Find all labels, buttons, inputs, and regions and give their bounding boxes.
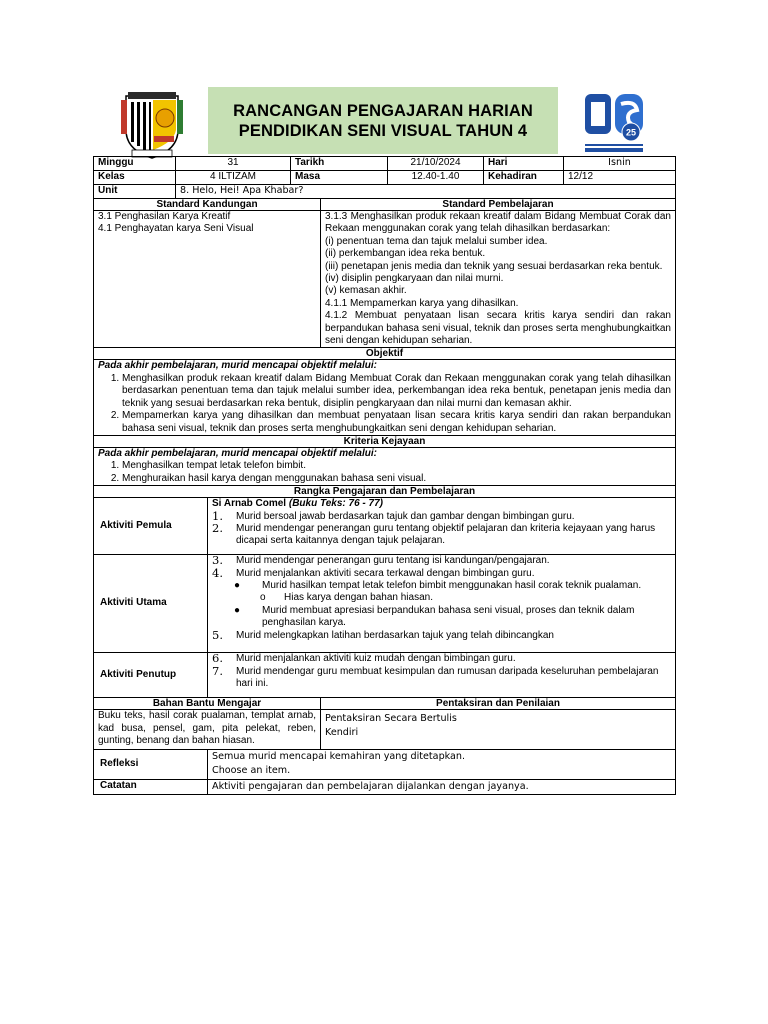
rangka-header: Rangka Pengajaran dan Pembelajaran [94, 486, 676, 498]
kriteria-intro: Pada akhir pembelajaran, murid mencapai objektif melalui: [98, 447, 377, 459]
unit-value[interactable]: 8. Helo, Hei! Apa Khabar? [176, 185, 676, 199]
pemula-title [212, 498, 671, 510]
title-line-2: PENDIDIKAN SENI VISUAL TAHUN 4 [238, 121, 528, 140]
standard-pembelajaran-header: Standard Pembelajaran [321, 199, 676, 211]
step-number: 7. [212, 663, 223, 678]
hari-label: Hari [484, 157, 564, 171]
bullet-dot-icon: ● [234, 604, 241, 616]
pembelajaran-item: (i) penentuan tema dan tajuk melalui sumber idea. [325, 235, 548, 247]
bullet-item [212, 580, 671, 592]
masa-label: Masa [291, 171, 388, 185]
step-item [212, 565, 671, 580]
kelas-value[interactable]: 4 ILTIZAM [176, 171, 291, 185]
kriteria-item: 2. Menghuraikan hasil karya dengan menggunakan bahasa seni visual. [122, 473, 671, 485]
kriteria-header: Kriteria Kejayaan [94, 435, 676, 447]
objektif-list [98, 373, 671, 435]
refleksi-label: Refleksi [94, 750, 208, 780]
refleksi-cell [208, 750, 676, 780]
bullet-text: Murid membuat apresiasi berpandukan bahasa seni visual, proses dan teknik dalam penghasilan karya. [262, 604, 635, 629]
refleksi-line[interactable]: Semua murid mencapai kemahiran yang ditetapkan. [212, 751, 466, 763]
title-box [208, 87, 558, 154]
kelas-label: Kelas [94, 171, 176, 185]
aktiviti-utama-label: Aktiviti Utama [94, 555, 208, 653]
aktiviti-penutup-label: Aktiviti Penutup [94, 653, 208, 698]
standard-pembelajaran-cell [321, 211, 676, 348]
bahan-cell: Buku teks, hasil corak pualaman, templat arnab, kad busa, pensel, gam, pita pelekat, reben, gunting, benang dan bahan hiasan. [94, 710, 321, 750]
logo-number-text: 25 [625, 127, 637, 138]
step-number: 4. [212, 565, 223, 580]
step-item [212, 508, 671, 523]
step-text: Murid bersoal jawab berdasarkan tajuk dan gambar dengan bimbingan guru. [236, 510, 575, 522]
step-item [212, 555, 671, 567]
step-text: Murid menjalankan aktiviti secara terkawal dengan bimbingan guru. [236, 567, 535, 579]
lesson-plan-table [93, 156, 676, 795]
pembelajaran-item: (iii) penetapan jenis media dan teknik yang sesuai berdasarkan reka bentuk. [325, 260, 663, 272]
unit-label: Unit [94, 185, 176, 199]
pentaksiran-cell [321, 710, 676, 750]
ministry-logo [583, 92, 645, 154]
title-line-1: RANCANGAN PENGAJARAN HARIAN [233, 101, 533, 120]
pembelajaran-item: (v) kemasan akhir. [325, 285, 407, 297]
step-number: 1. [212, 508, 223, 523]
aktiviti-utama-cell [208, 555, 676, 653]
pentaksiran-line[interactable]: Pentaksiran Secara Bertulis [325, 713, 457, 725]
catatan-cell[interactable]: Aktiviti pengajaran dan pembelajaran dijalankan dengan jayanya. [208, 780, 676, 795]
step-number: 6. [212, 651, 223, 666]
tarikh-label: Tarikh [291, 157, 388, 171]
standard-kandungan-cell [94, 211, 321, 348]
kehadiran-value[interactable]: 12/12 [564, 171, 676, 185]
kriteria-cell [94, 447, 676, 485]
pentaksiran-line[interactable]: Kendiri [325, 726, 359, 738]
utama-steps [212, 555, 671, 580]
objektif-item: 2. Mempamerkan karya yang dihasilkan dan membuat penyataan lisan secara kritis karya sendiri dan rakan berpandukan bahasa seni visual, teknik dan proses serta menghubungkaitkan seni dengan kehidupan seharian. [122, 410, 671, 435]
catatan-label: Catatan [94, 780, 208, 795]
refleksi-dropdown[interactable]: Choose an item. [212, 765, 291, 777]
step-text: Murid mendengar guru membuat kesimpulan dan rumusan daripada keseluruhan pembelajaran hari ini. [236, 665, 659, 689]
objektif-item: 1. Menghasilkan produk rekaan kreatif dalam Bidang Membuat Corak dan Rekaan menggunakan corak yang telah dihasilkan berdasarkan penentuan tema dan tajuk melalui sumber idea, perkembangan idea reka bentuk, penetapan jenis media dan teknik yang sesuai berdasarkan reka bentuk, disiplin pengkaryaan dan nilai murni dan kemasan akhir. [122, 373, 671, 410]
kandungan-item: 3.1 Penghasilan Karya Kreatif [98, 211, 231, 222]
bahan-header: Bahan Bantu Mengajar [94, 698, 321, 710]
utama-bullets [212, 580, 671, 630]
pembelajaran-item: (iv) disiplin pengkaryaan dan nilai murni. [325, 273, 504, 285]
circle-bullet-icon: o [260, 592, 266, 604]
objektif-intro: Pada akhir pembelajaran, murid mencapai objektif melalui: [98, 360, 377, 372]
step-number: 2. [212, 520, 223, 535]
penutup-steps [212, 653, 671, 690]
objektif-header: Objektif [94, 348, 676, 360]
sub-bullet-item [212, 592, 671, 604]
pembelajaran-item: 4.1.2 Membuat penyataan lisan secara kritis karya sendiri dan rakan berpandukan bahasa seni visual, teknik dan proses serta menghubungkaitkan seni dengan kehidupan seharian. [325, 310, 671, 347]
tarikh-value[interactable]: 21/10/2024 [388, 157, 484, 171]
bullet-item [212, 605, 671, 630]
step-item [212, 520, 671, 548]
pemula-steps [212, 508, 671, 548]
step-item [212, 653, 671, 665]
step-number: 3. [212, 553, 223, 568]
step-item [212, 627, 671, 642]
minggu-label: Minggu [94, 157, 176, 171]
standard-kandungan-header: Standard Kandungan [94, 199, 321, 211]
kandungan-item: 4.1 Penghayatan karya Seni Visual [98, 223, 254, 235]
step-text: Murid menjalankan aktiviti kuiz mudah dengan bimbingan guru. [236, 653, 516, 665]
bullet-text: Murid hasilkan tempat letak telefon bimbit menggunakan hasil corak teknik pualaman. [262, 579, 642, 591]
step-text: Murid melengkapkan latihan berdasarkan tajuk yang telah dibincangkan [236, 629, 554, 641]
pembelajaran-item: (ii) perkembangan idea reka bentuk. [325, 248, 486, 260]
hari-value[interactable]: Isnin [564, 157, 676, 171]
step-text: Murid mendengar penerangan guru tentang isi kandungan/pengajaran. [236, 555, 550, 567]
school-crest-logo [118, 88, 186, 160]
kriteria-list [98, 460, 671, 485]
step-item [212, 663, 671, 691]
pentaksiran-header: Pentaksiran dan Penilaian [321, 698, 676, 710]
pemula-title-text: Si Arnab Comel [212, 498, 289, 510]
pembelajaran-item: 3.1.3 Menghasilkan produk rekaan kreatif dalam Bidang Membuat Corak dan Rekaan menggunakan corak yang telah dihasilkan berdasarkan: [325, 211, 671, 235]
pemula-title-ref: (Buku Teks: 76 - 77) [288, 498, 383, 510]
pembelajaran-item: 4.1.1 Mempamerkan karya yang dihasilkan. [325, 297, 519, 309]
kriteria-item: 1. Menghasilkan tempat letak telefon bimbit. [122, 460, 671, 472]
bullet-dot-icon: ● [234, 579, 241, 591]
aktiviti-penutup-cell [208, 653, 676, 698]
objektif-cell [94, 360, 676, 435]
aktiviti-pemula-cell [208, 498, 676, 555]
kehadiran-label: Kehadiran [484, 171, 564, 185]
minggu-value[interactable]: 31 [176, 157, 291, 171]
aktiviti-pemula-label: Aktiviti Pemula [94, 498, 208, 555]
step-number: 5. [212, 627, 223, 642]
step-text: Murid mendengar penerangan guru tentang objektif pelajaran dan kriteria kejayaan yang harus dicapai serta kaitannya dengan tajuk pelajaran. [236, 522, 656, 547]
bullet-text: Hias karya dengan bahan hiasan. [284, 592, 433, 604]
utama-steps-end [212, 627, 671, 642]
masa-value[interactable]: 12.40-1.40 [388, 171, 484, 185]
